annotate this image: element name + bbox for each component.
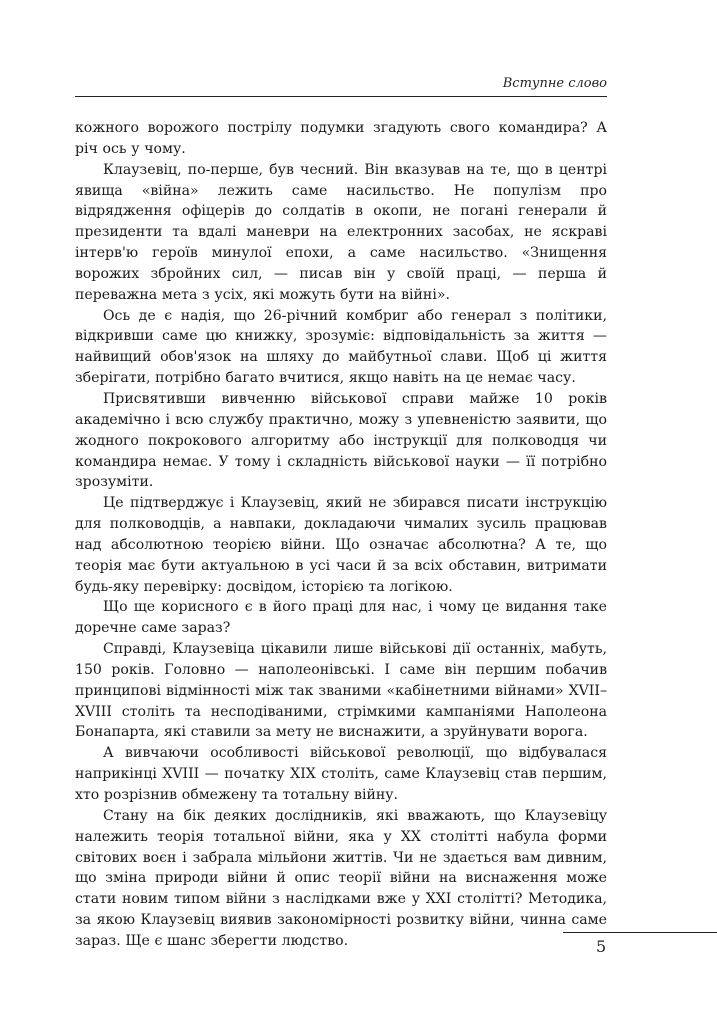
page-number: 5 <box>596 937 607 956</box>
paragraph: Стану на бік деяких дослідників, які вважають, що Клаузевіцу належить теорія тотальної війни, яка у XX столітті набула форми світових воєн і забрала мільйони життів. Чи не здається вам дивним, що зміна природи війни й опис теорії війни на виснаження може стати новим типом війни з наслідками вже у XXI столітті? Методика, за якою Клаузевіц виявив закономірності розвитку війни, чинна саме зараз. Ще є шанс зберегти людство. <box>75 807 607 949</box>
paragraph: Це підтверджує і Клаузевіц, який не збирався писати інструкцію для полководців, а навпаки, докладаючи чималих зусиль працював над абсолютною теорією війни. Що означає абсолютна? А те, що теорія має бути актуальною в усі часи й за всіх обставин, витримати будь-яку перевірку: досвідом, історією та логікою. <box>75 495 607 595</box>
footer-rule <box>563 932 717 933</box>
paragraph: Присвятивши вивченню військової справи майже 10 років академічно і всю службу практично, можу з упевненістю заявити, що жодного покрокового алгоритму або інструкції для полководця чи командира немає. У тому і складність військової науки — її потрібно зрозуміти. <box>75 390 607 491</box>
paragraph-continued: кожного ворожого пострілу подумки згадують свого командира? А річ ось у чому. <box>75 120 607 157</box>
running-header <box>75 72 607 97</box>
body-text <box>75 118 607 952</box>
paragraph: Справді, Клаузевіца цікавили лише військові дії останніх, мабуть, 150 років. Головно — наполеонівські. І саме він першим побачив принципові відмінності між так званими «кабінетними війнами» XVII–XVIII століть та несподіваними, стрімкими кампаніями Наполеона Бонапарта, які ставили за мету не виснажити, а зруйнувати ворога. <box>75 641 607 741</box>
paragraph: Що ще корисного є в його праці для нас, і чому це видання таке доречне саме зараз? <box>75 599 607 637</box>
running-title: Вступне слово <box>502 76 607 91</box>
paragraph: А вивчаючи особливості військової революції, що відбувалася наприкінці XVIII — початку XIX століть, саме Клаузевіц став першим, хто розрізнив обмежену та тотальну війну. <box>75 745 607 803</box>
paragraph: Клаузевіц, по-перше, був чесний. Він вказував на те, що в центрі явища «війна» лежить саме насильство. Не популізм про відрядження офіцерів до солдатів в окопи, не погані генерали й президенти та вдалі маневри на електронних засобах, не яскраві інтерв'ю героїв минулої епохи, а саме насильство. «Знищення ворожих збройних сил, — писав він у своїй праці, — перша й переважна мета з усіх, які можуть бути на війні». <box>75 161 607 303</box>
paragraph: Ось де є надія, що 26-річний комбриг або генерал з політики, відкривши саме цю книжку, зрозуміє: відповідальність за життя — найвищий обов'язок на шляху до майбутньої слави. Щоб ці життя зберігати, потрібно багато вчитися, якщо навіть на це немає часу. <box>75 307 607 387</box>
